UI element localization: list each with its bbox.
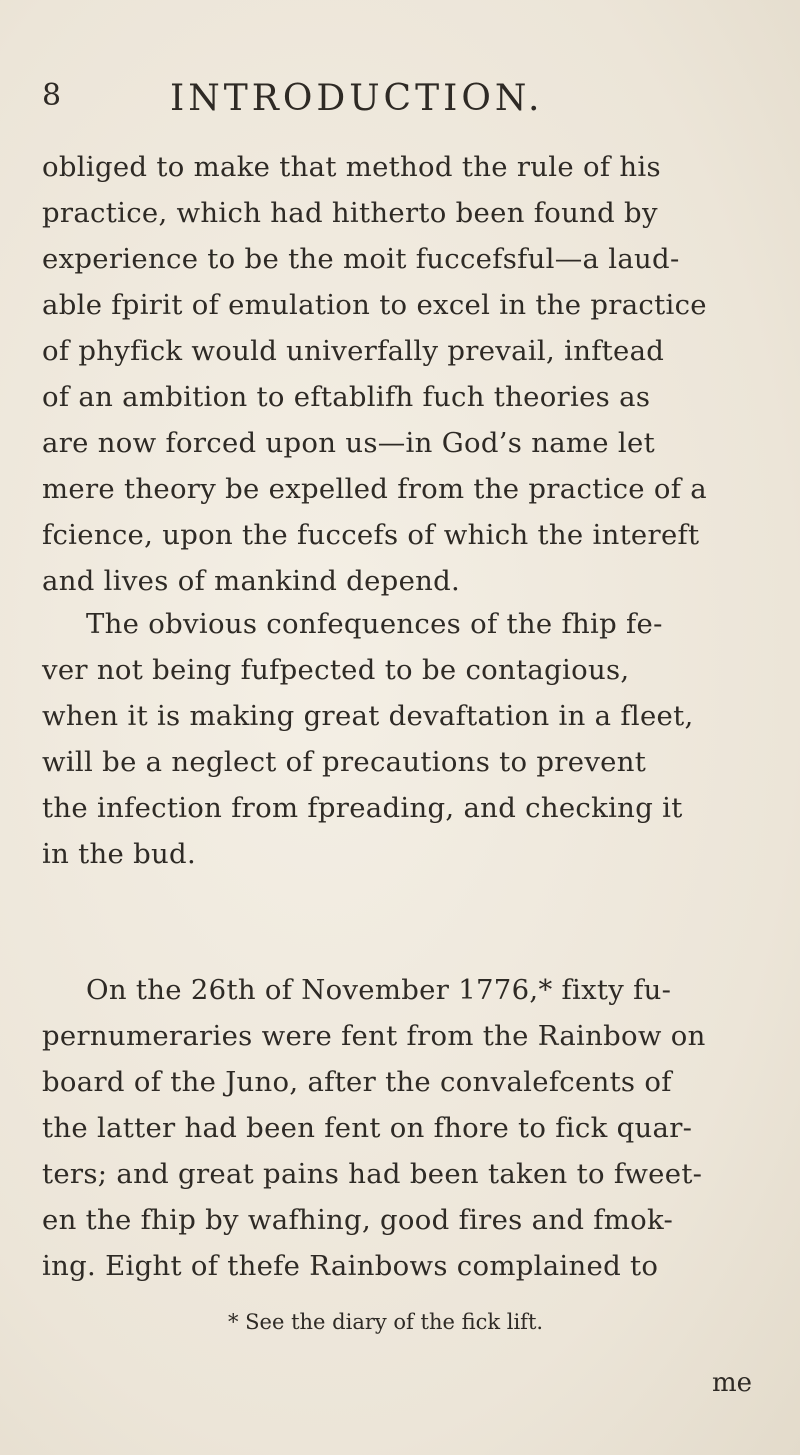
text-line: will be a neglect of precautions to prevent — [42, 746, 647, 778]
text-line: when it is making great devaftation in a fleet, — [42, 700, 694, 732]
text-line: ing. Eight of thefe Rainbows complained to — [42, 1250, 659, 1282]
text-line: in the bud. — [42, 838, 196, 870]
text-line: are now forced upon us—in God’s name let — [42, 427, 655, 459]
catchword: me — [712, 1368, 753, 1398]
footnote: * See the diary of the fick lift. — [228, 1310, 544, 1334]
text-line: On the 26th of November 1776,* fixty fu- — [86, 974, 672, 1006]
text-line: the latter had been fent on fhore to fick quar- — [42, 1112, 693, 1144]
text-line: fcience, upon the fuccefs of which the intereft — [42, 519, 700, 551]
text-line: of phyfick would univerfally prevail, inftead — [42, 335, 665, 367]
running-head: INTRODUCTION. — [170, 78, 544, 119]
text-line: experience to be the moit fuccefsful—a laud- — [42, 243, 680, 275]
text-line: and lives of mankind depend. — [42, 565, 461, 597]
text-line: able fpirit of emulation to excel in the practice — [42, 289, 707, 321]
text-line: pernumeraries were fent from the Rainbow on — [42, 1020, 706, 1052]
text-line: ver not being fufpected to be contagious, — [42, 654, 630, 686]
text-line: board of the Juno, after the convalefcents of — [42, 1066, 672, 1098]
page-header — [0, 78, 800, 138]
text-line: obliged to make that method the rule of his — [42, 151, 661, 183]
text-line: practice, which had hitherto been found by — [42, 197, 658, 229]
text-line: The obvious confequences of the fhip fe- — [86, 608, 663, 640]
text-line: of an ambition to eftablifh fuch theories as — [42, 381, 651, 413]
text-line: the infection from fpreading, and checking it — [42, 792, 683, 824]
text-line: en the fhip by wafhing, good fires and fmok- — [42, 1204, 674, 1236]
page-number: 8 — [42, 78, 64, 113]
text-line: ters; and great pains had been taken to fweet- — [42, 1158, 703, 1190]
text-line: mere theory be expelled from the practice of a — [42, 473, 707, 505]
